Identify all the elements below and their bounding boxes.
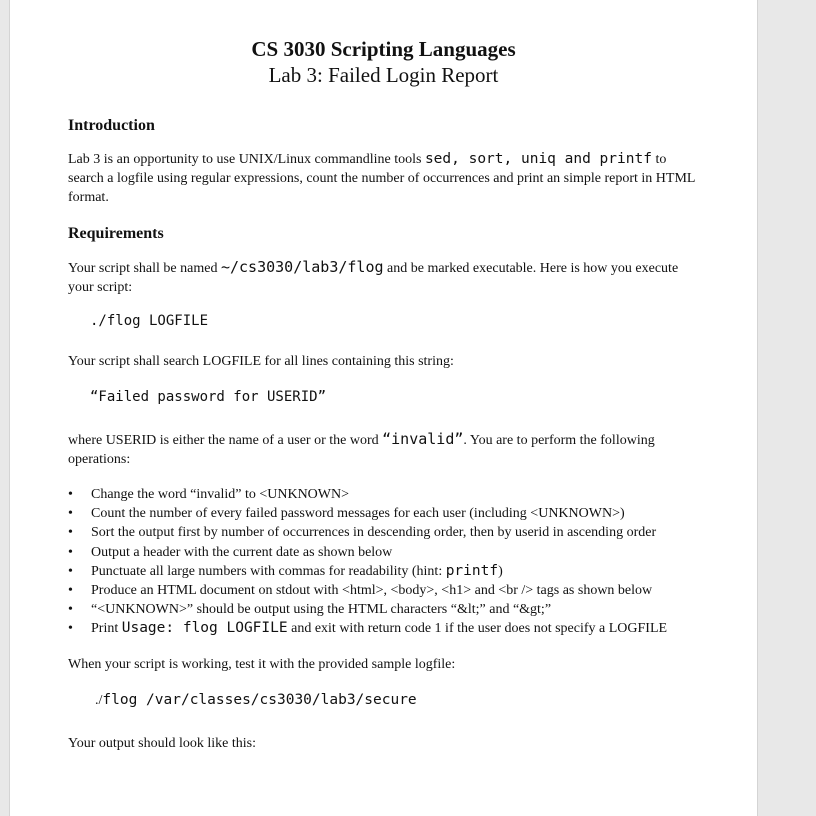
operations-list: [68, 485, 728, 639]
requirements-heading: Requirements: [68, 225, 164, 242]
printf-code: printf: [445, 562, 499, 579]
usage-code: Usage: flog LOGFILE: [121, 620, 288, 637]
list-item-text: and exit with return code 1 if the user does not specify a LOGFILE: [287, 621, 668, 637]
list-item: [68, 523, 728, 542]
requirements-paragraph-2: Your script shall search LOGFILE for all lines containing this string:: [68, 354, 454, 369]
right-margin: [757, 0, 816, 816]
list-item-text: Produce an HTML document on stdout with <html>, <body>, <h1> and <br /> tags as shown below: [91, 583, 653, 599]
document-page: [10, 0, 757, 816]
list-item-text: ): [498, 563, 503, 579]
introduction-heading: Introduction: [68, 117, 155, 134]
document-title: CS 3030 Scripting Languages: [251, 37, 516, 61]
script-path: ~/cs3030/lab3/flog: [220, 258, 384, 276]
test-command-text: flog /var/classes/cs3030/lab3/secure: [102, 692, 417, 708]
test-command-prefix: ./: [95, 693, 103, 708]
intro-text-before: Lab 3 is an opportunity to use UNIX/Linux commandline tools: [68, 152, 425, 167]
requirements-paragraph-1: [68, 258, 698, 297]
list-item-text: Count the number of every failed password messages for each user (including <UNKNOWN>): [91, 506, 625, 522]
requirements-paragraph-4: When your script is working, test it with the provided sample logfile:: [68, 657, 456, 672]
introduction-paragraph: [68, 150, 698, 207]
intro-tools: sed, sort, uniq and printf: [424, 151, 652, 167]
bullet-icon: •: [68, 487, 73, 502]
list-item: [68, 600, 728, 619]
req-para1-after: and be marked executable. Here is how you execute your script:: [68, 261, 679, 295]
requirements-paragraph-5: Your output should look like this:: [68, 736, 256, 751]
intro-text-after: to search a logfile using regular expressions, count the number of occurrences and print an simple report in HTML format.: [68, 152, 695, 205]
test-command: [95, 692, 417, 709]
list-item-text: Print: [91, 621, 122, 637]
document-subtitle: Lab 3: Failed Login Report: [268, 63, 499, 87]
list-item: [68, 543, 728, 562]
list-item-text: Sort the output first by number of occurrences in descending order, then by userid in ascending order: [91, 525, 657, 541]
list-item: [68, 504, 728, 523]
bullet-icon: •: [68, 525, 73, 541]
bullet-icon: •: [68, 602, 73, 618]
list-item-text: Punctuate all large numbers with commas for readability (hint:: [91, 563, 446, 579]
list-item: [68, 619, 728, 638]
req-para3-after: . You are to perform the following operations:: [68, 433, 655, 467]
bullet-icon: •: [68, 621, 73, 637]
list-item: [68, 485, 728, 504]
bullet-icon: •: [68, 563, 73, 579]
list-item-text: Change the word “invalid” to <UNKNOWN>: [91, 487, 350, 502]
requirements-paragraph-3: [68, 430, 698, 469]
list-item-text: Output a header with the current date as shown below: [91, 544, 393, 560]
bullet-icon: •: [68, 506, 73, 522]
bullet-icon: •: [68, 544, 73, 560]
list-item: [68, 562, 728, 581]
req-para1-before: Your script shall be named: [68, 261, 221, 276]
invalid-word: “invalid”: [382, 430, 464, 448]
bullet-icon: •: [68, 583, 73, 599]
list-item: [68, 581, 728, 600]
req-para3-before: where USERID is either the name of a user or the word: [68, 433, 383, 448]
search-string: “Failed password for USERID”: [90, 389, 327, 405]
left-margin: [0, 0, 10, 816]
list-item-text: “<UNKNOWN>” should be output using the HTML characters “&lt;” and “&gt;”: [91, 602, 552, 618]
command-example: ./flog LOGFILE: [90, 313, 209, 329]
